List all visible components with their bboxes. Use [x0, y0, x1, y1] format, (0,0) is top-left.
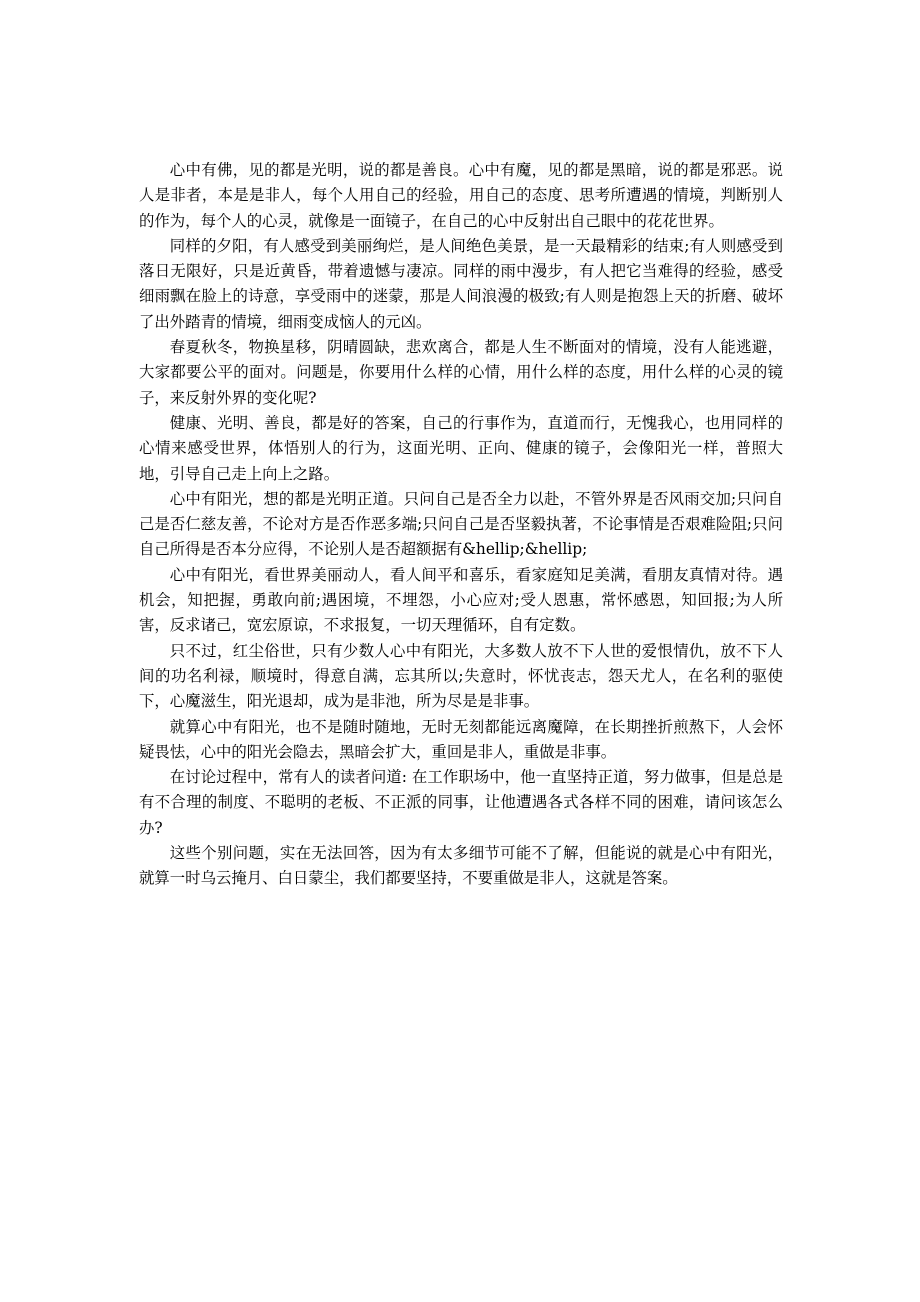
- paragraph-5: 心中有阳光，想的都是光明正道。只问自己是否全力以赴，不管外界是否风雨交加;只问自己是否仁慈友善，不论对方是否作恶多端;只问自己是否坚毅执著，不论事情是否艰难险阻;只问自己所得是否本分应得，不论别人是否超额据有&hellip;&hellip;: [139, 489, 783, 559]
- paragraph-3: 春夏秋冬，物换星移，阴晴圆缺，悲欢离合，都是人生不断面对的情境，没有人能逃避，大家都要公平的面对。问题是，你要用什么样的心情，用什么样的态度，用什么样的心灵的镜子，来反射外界的变化呢?: [139, 338, 783, 407]
- paragraph-6: 心中有阳光，看世界美丽动人，看人间平和喜乐，看家庭知足美满，看朋友真情对待。遇机会，知把握，勇敢向前;遇困境，不埋怨，小心应对;受人恩惠，常怀感恩，知回报;为人所害，反求诸己，宽宏原谅，不求报复，一切天理循环，自有定数。: [139, 565, 783, 635]
- paragraph-1: 心中有佛，见的都是光明，说的都是善良。心中有魔，见的都是黑暗，说的都是邪恶。说人是非者，本是是非人，每个人用自己的经验，用自己的态度、思考所遭遇的情境，判断别人的作为，每个人的心灵，就像是一面镜子，在自己的心中反射出自己眼中的花花世界。: [139, 161, 783, 230]
- paragraph-10: 这些个别问题，实在无法回答，因为有太多细节可能不了解，但能说的就是心中有阳光，就算一时乌云掩月、白日蒙尘，我们都要坚持，不要重做是非人，这就是答案。: [139, 844, 783, 888]
- paragraph-2: 同样的夕阳，有人感受到美丽绚烂，是人间绝色美景，是一天最精彩的结束;有人则感受到落日无限好，只是近黄昏，带着遗憾与凄凉。同样的雨中漫步，有人把它当难得的经验，感受细雨飘在脸上的诗意，享受雨中的迷蒙，那是人间浪漫的极致;有人则是抱怨上天的折磨、破坏了出外踏青的情境，细雨变成恼人的元凶。: [139, 236, 783, 331]
- article-body: [139, 158, 783, 892]
- paragraph-8: 就算心中有阳光，也不是随时随地，无时无刻都能远离魔障，在长期挫折煎熬下，人会怀疑畏怯，心中的阳光会隐去，黑暗会扩大，重回是非人，重做是非事。: [139, 717, 783, 761]
- paragraph-7: 只不过，红尘俗世，只有少数人心中有阳光，大多数人放不下人世的爱恨情仇，放不下人间的功名利禄，顺境时，得意自满，忘其所以;失意时，怀忧丧志，怨天尤人，在名利的驱使下，心魔滋生，阳光退却，成为是非池，所为尽是是非事。: [139, 641, 783, 711]
- paragraph-9: 在讨论过程中，常有人的读者问道: 在工作职场中，他一直坚持正道，努力做事，但是总是有不合理的制度、不聪明的老板、不正派的同事，让他遭遇各式各样不同的困难，请问该怎么办?: [139, 768, 783, 837]
- paragraph-4: 健康、光明、善良，都是好的答案，自己的行事作为，直道而行，无愧我心，也用同样的心情来感受世界，体悟别人的行为，这面光明、正向、健康的镜子，会像阳光一样，普照大地，引导自己走上向上之路。: [139, 413, 783, 483]
